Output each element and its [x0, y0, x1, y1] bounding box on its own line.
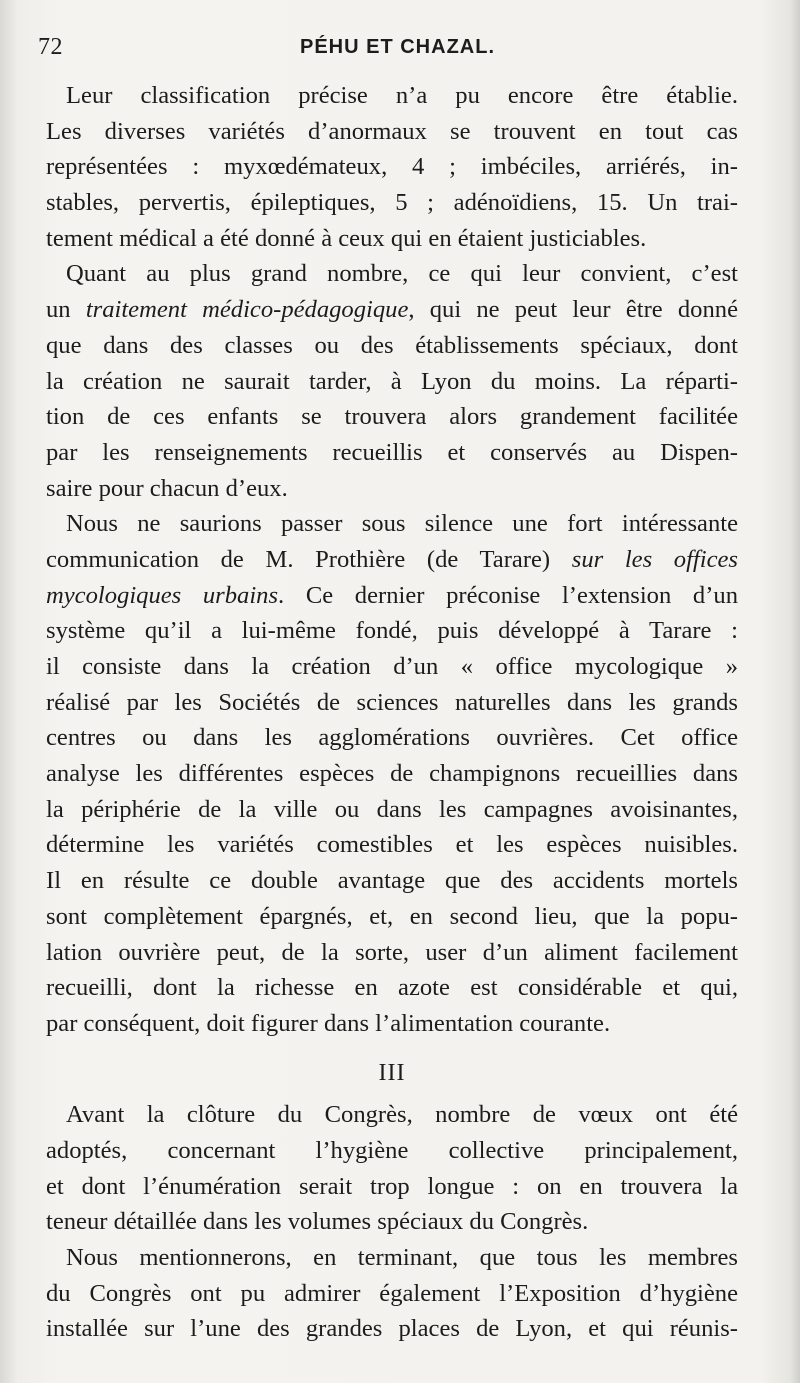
page-number: 72: [38, 34, 63, 60]
text-line: que dans des classes ou des établissements spéciaux, dont: [46, 331, 738, 359]
text-line: Nous mentionnerons, en terminant, que tous les membres: [66, 1244, 738, 1271]
text-line: et dont l’énumération serait trop longue : on en trouvera la: [46, 1172, 738, 1200]
text-line: installée sur l’une des grandes places de Lyon, et qui réunis-: [46, 1315, 738, 1343]
text-line: représentées : myxœdémateux, 4 ; imbéciles, arriérés, in-: [46, 153, 738, 181]
text-line: sont complètement épargnés, et, en second lieu, que la popu-: [46, 902, 738, 930]
italic-phrase: mycologiques urbains: [46, 581, 279, 609]
text-line: tement médical a été donné à ceux qui en étaient justiciables.: [46, 224, 647, 252]
text-line: saire pour chacun d’eux.: [46, 474, 288, 502]
text-line: réalisé par les Sociétés de sciences naturelles dans les grands: [46, 688, 738, 716]
text-line: stables, pervertis, épileptiques, 5 ; adénoïdiens, 15. Un trai-: [46, 189, 738, 217]
text-line: [46, 292, 738, 328]
text-line: par les renseignements recueillis et conservés au Dispen-: [46, 438, 738, 466]
text-line: détermine les variétés comestibles et les espèces nuisibles.: [46, 831, 738, 859]
text-fragment: communication de M. Prothière (de Tarare): [46, 545, 572, 573]
text-line: Il en résulte ce double avantage que des accidents mortels: [46, 867, 738, 895]
text-line: système qu’il a lui-même fondé, puis développé à Tarare :: [46, 617, 738, 645]
text-line: la périphérie de la ville ou dans les campagnes avoisinantes,: [46, 795, 738, 823]
text-fragment: . Ce dernier préconise l’extension d’un: [278, 581, 738, 609]
text-fragment: , qui ne peut leur être donné: [408, 296, 738, 324]
section-heading: III: [378, 1059, 406, 1086]
page-header: [38, 34, 738, 64]
text-line: du Congrès ont pu admirer également l’Exposition d’hygiène: [46, 1279, 738, 1307]
text-line: Les diverses variétés d’anormaux se trouvent en tout cas: [46, 117, 738, 145]
italic-phrase: traitement médico-pédagogique: [85, 296, 409, 324]
text-fragment: un: [46, 296, 86, 324]
text-line: [46, 578, 738, 614]
text-line: la création ne saurait tarder, à Lyon du moins. La réparti-: [46, 367, 738, 395]
text-line: [46, 542, 738, 578]
text-line: recueilli, dont la richesse en azote est considérable et qui,: [46, 974, 738, 1002]
text-line: Avant la clôture du Congrès, nombre de vœux ont été: [66, 1101, 738, 1129]
text-line: lation ouvrière peut, de la sorte, user d’un aliment facilement: [46, 938, 738, 966]
text-line: centres ou dans les agglomérations ouvrières. Cet office: [46, 724, 738, 752]
italic-phrase: sur les offices: [571, 545, 738, 573]
text-line: Nous ne saurions passer sous silence une fort intéressante: [66, 510, 738, 538]
text-line: par conséquent, doit figurer dans l’alimentation courante.: [46, 1009, 611, 1037]
text-line: analyse les différentes espèces de champignons recueillies dans: [46, 760, 738, 788]
text-line: Quant au plus grand nombre, ce qui leur convient, c’est: [66, 260, 738, 288]
running-head: PÉHU ET CHAZAL.: [300, 36, 495, 58]
body-text: [46, 78, 738, 1347]
text-line: adoptés, concernant l’hygiène collective principalement,: [46, 1136, 738, 1164]
text-line: il consiste dans la création d’un « office mycologique »: [46, 653, 738, 680]
text-line: Leur classification précise n’a pu encore être établie.: [66, 82, 738, 109]
text-line: tion de ces enfants se trouvera alors grandement facilitée: [46, 403, 738, 431]
text-line: teneur détaillée dans les volumes spéciaux du Congrès.: [46, 1208, 589, 1236]
